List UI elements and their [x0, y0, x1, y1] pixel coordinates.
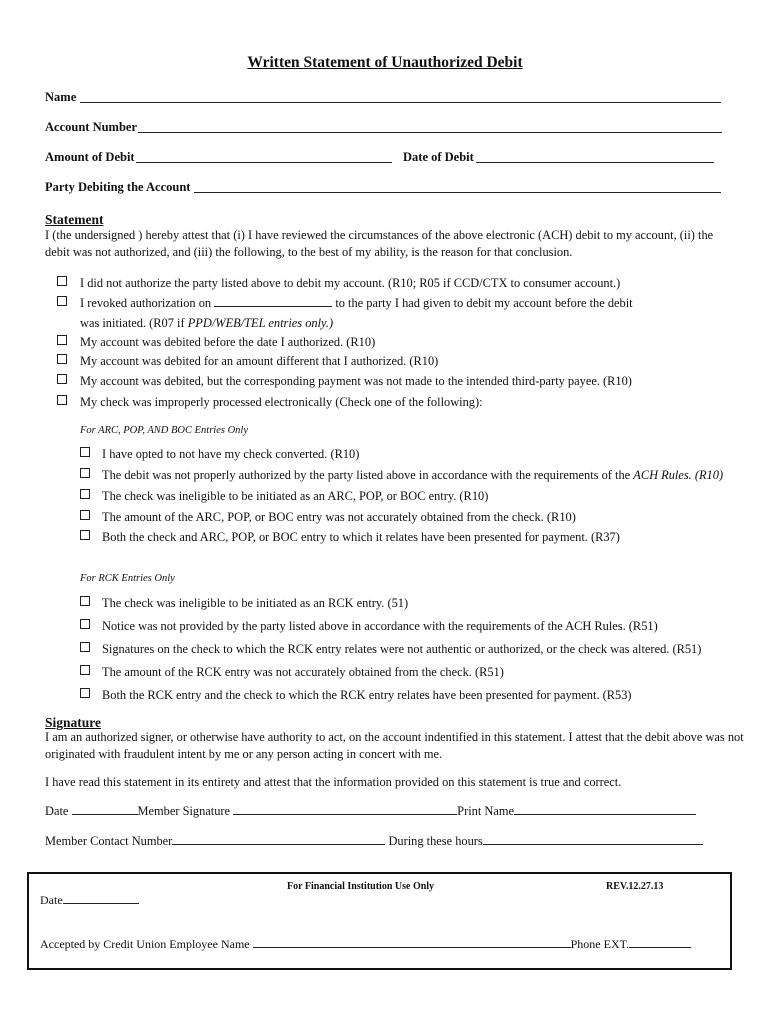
print-name-label: Print Name	[457, 804, 514, 818]
fi-employee-name-field[interactable]	[253, 937, 571, 948]
arc-not-authorized-italic: ACH Rules. (R10)	[633, 468, 724, 482]
checkbox-rck-signatures[interactable]	[80, 642, 90, 652]
signature-heading: Signature	[45, 715, 102, 730]
checkbox-different-amount[interactable]	[57, 354, 67, 364]
fi-phone-field[interactable]	[629, 937, 691, 948]
during-hours-field[interactable]	[483, 834, 703, 845]
party-debiting-label: Party Debiting the Account	[45, 180, 191, 194]
statement-text: I (the undersigned ) hereby attest that (i) I have reviewed the circumstances of the above electronic (ACH) debit to my account, (ii) the debit was not authorized, and (iii) the following, to the best of my ability, is the reason for that conclusion.	[45, 228, 714, 259]
fi-accepted-row	[40, 937, 691, 952]
account-number-field[interactable]	[138, 132, 722, 133]
arc-item-ineligible: The check was ineligible to be initiated as an ARC, POP, or BOC entry. (R10)	[102, 489, 489, 503]
arc-item-opted-out: I have opted to not have my check converted. (R10)	[102, 447, 360, 461]
member-contact-label: Member Contact Number	[45, 834, 173, 848]
account-number-label: Account Number	[45, 120, 138, 134]
member-signature-field[interactable]	[233, 804, 457, 815]
rck-item-signatures: Signatures on the check to which the RCK entry relates were not authentic or authorized, or the check was altered. (R51)	[102, 642, 702, 656]
fi-heading: For Financial Institution Use Only	[287, 881, 435, 892]
checkbox-arc-both[interactable]	[80, 530, 90, 540]
rck-item-amount: The amount of the RCK entry was not accurately obtained from the check. (R51)	[102, 665, 504, 679]
arc-item-both: Both the check and ARC, POP, or BOC entry to which it relates have been presented for payment. (R37)	[102, 530, 620, 544]
date-of-debit-field[interactable]	[476, 162, 714, 163]
fi-date-row	[40, 893, 139, 908]
print-name-field[interactable]	[514, 804, 696, 815]
member-contact-field[interactable]	[172, 834, 385, 845]
name-label: Name	[45, 90, 77, 104]
checkbox-not-authorize[interactable]	[57, 276, 67, 286]
fi-phone-label: Phone EXT.	[570, 937, 630, 951]
checkbox-arc-not-authorized[interactable]	[80, 468, 90, 478]
amount-of-debit-field[interactable]	[136, 162, 392, 163]
rck-subheading: For RCK Entries Only	[80, 573, 175, 584]
amount-of-debit-label: Amount of Debit	[45, 150, 135, 164]
item-debited-before: My account was debited before the date I authorized. (R10)	[80, 335, 376, 349]
checkbox-rck-amount[interactable]	[80, 665, 90, 675]
signature-row	[45, 804, 696, 819]
signature-text-1: I am an authorized signer, or otherwise have authority to act, on the account indentified in this statement. I attest that the debit above was not originated with fraudulent intent by me or any person acting in concert with me.	[45, 730, 744, 761]
revoked-text-pre: I revoked authorization on	[80, 296, 212, 310]
arc-item-amount: The amount of the ARC, POP, or BOC entry was not accurately obtained from the check. (R10)	[102, 510, 576, 524]
arc-not-authorized-text: The debit was not properly authorized by the party listed above in accordance with the requirements of the	[102, 468, 631, 482]
date-label: Date	[45, 804, 69, 818]
revoked-date-field[interactable]	[214, 296, 332, 307]
item-revoked-line2	[80, 316, 333, 331]
fi-accepted-label: Accepted by Credit Union Employee Name	[40, 937, 250, 951]
signature-date-field[interactable]	[72, 804, 138, 815]
statement-heading: Statement	[45, 212, 104, 227]
rck-item-ineligible: The check was ineligible to be initiated as an RCK entry. (51)	[102, 596, 409, 610]
checkbox-revoked[interactable]	[57, 296, 67, 306]
checkbox-debited-before[interactable]	[57, 335, 67, 345]
item-revoked	[80, 296, 633, 311]
arc-subheading: For ARC, POP, AND BOC Entries Only	[80, 425, 248, 436]
name-field[interactable]	[80, 102, 721, 103]
fi-rev: REV.12.27.13	[606, 881, 664, 892]
checkbox-rck-notice[interactable]	[80, 619, 90, 629]
rck-item-notice: Notice was not provided by the party listed above in accordance with the requirements of the ACH Rules. (R51)	[102, 619, 658, 633]
revoked-line2-italic: PPD/WEB/TEL entries only.)	[187, 316, 334, 330]
checkbox-arc-amount[interactable]	[80, 510, 90, 520]
rck-item-both: Both the RCK entry and the check to which the RCK entry relates have been presented for payment. (R53)	[102, 688, 632, 702]
item-payment-not-made: My account was debited, but the corresponding payment was not made to the intended third-party payee. (R10)	[80, 374, 632, 388]
revoked-text-post: to the party I had given to debit my account before the debit	[335, 296, 633, 310]
item-different-amount: My account was debited for an amount different that I authorized. (R10)	[80, 354, 439, 368]
member-signature-label: Member Signature	[137, 804, 231, 818]
during-hours-label: During these hours	[388, 834, 483, 848]
item-not-authorize: I did not authorize the party listed above to debit my account. (R10; R05 if CCD/CTX to consumer account.)	[80, 276, 621, 290]
contact-row	[45, 834, 703, 849]
checkbox-payment-not-made[interactable]	[57, 374, 67, 384]
fi-date-field[interactable]	[63, 893, 139, 904]
party-debiting-field[interactable]	[194, 192, 721, 193]
fi-date-label: Date	[40, 893, 63, 907]
checkbox-arc-ineligible[interactable]	[80, 489, 90, 499]
revoked-line2-text: was initiated. (R07 if	[80, 316, 185, 330]
signature-text-2: I have read this statement in its entirety and attest that the information provided on this statement is true and correct.	[45, 775, 622, 789]
checkbox-rck-both[interactable]	[80, 688, 90, 698]
checkbox-opted-out[interactable]	[80, 447, 90, 457]
date-of-debit-label: Date of Debit	[403, 150, 474, 164]
arc-item-not-authorized	[102, 468, 723, 483]
checkbox-check-improper[interactable]	[57, 395, 67, 405]
checkbox-rck-ineligible[interactable]	[80, 596, 90, 606]
item-check-improper: My check was improperly processed electronically (Check one of the following):	[80, 395, 483, 409]
page-title: Written Statement of Unauthorized Debit	[247, 54, 523, 71]
